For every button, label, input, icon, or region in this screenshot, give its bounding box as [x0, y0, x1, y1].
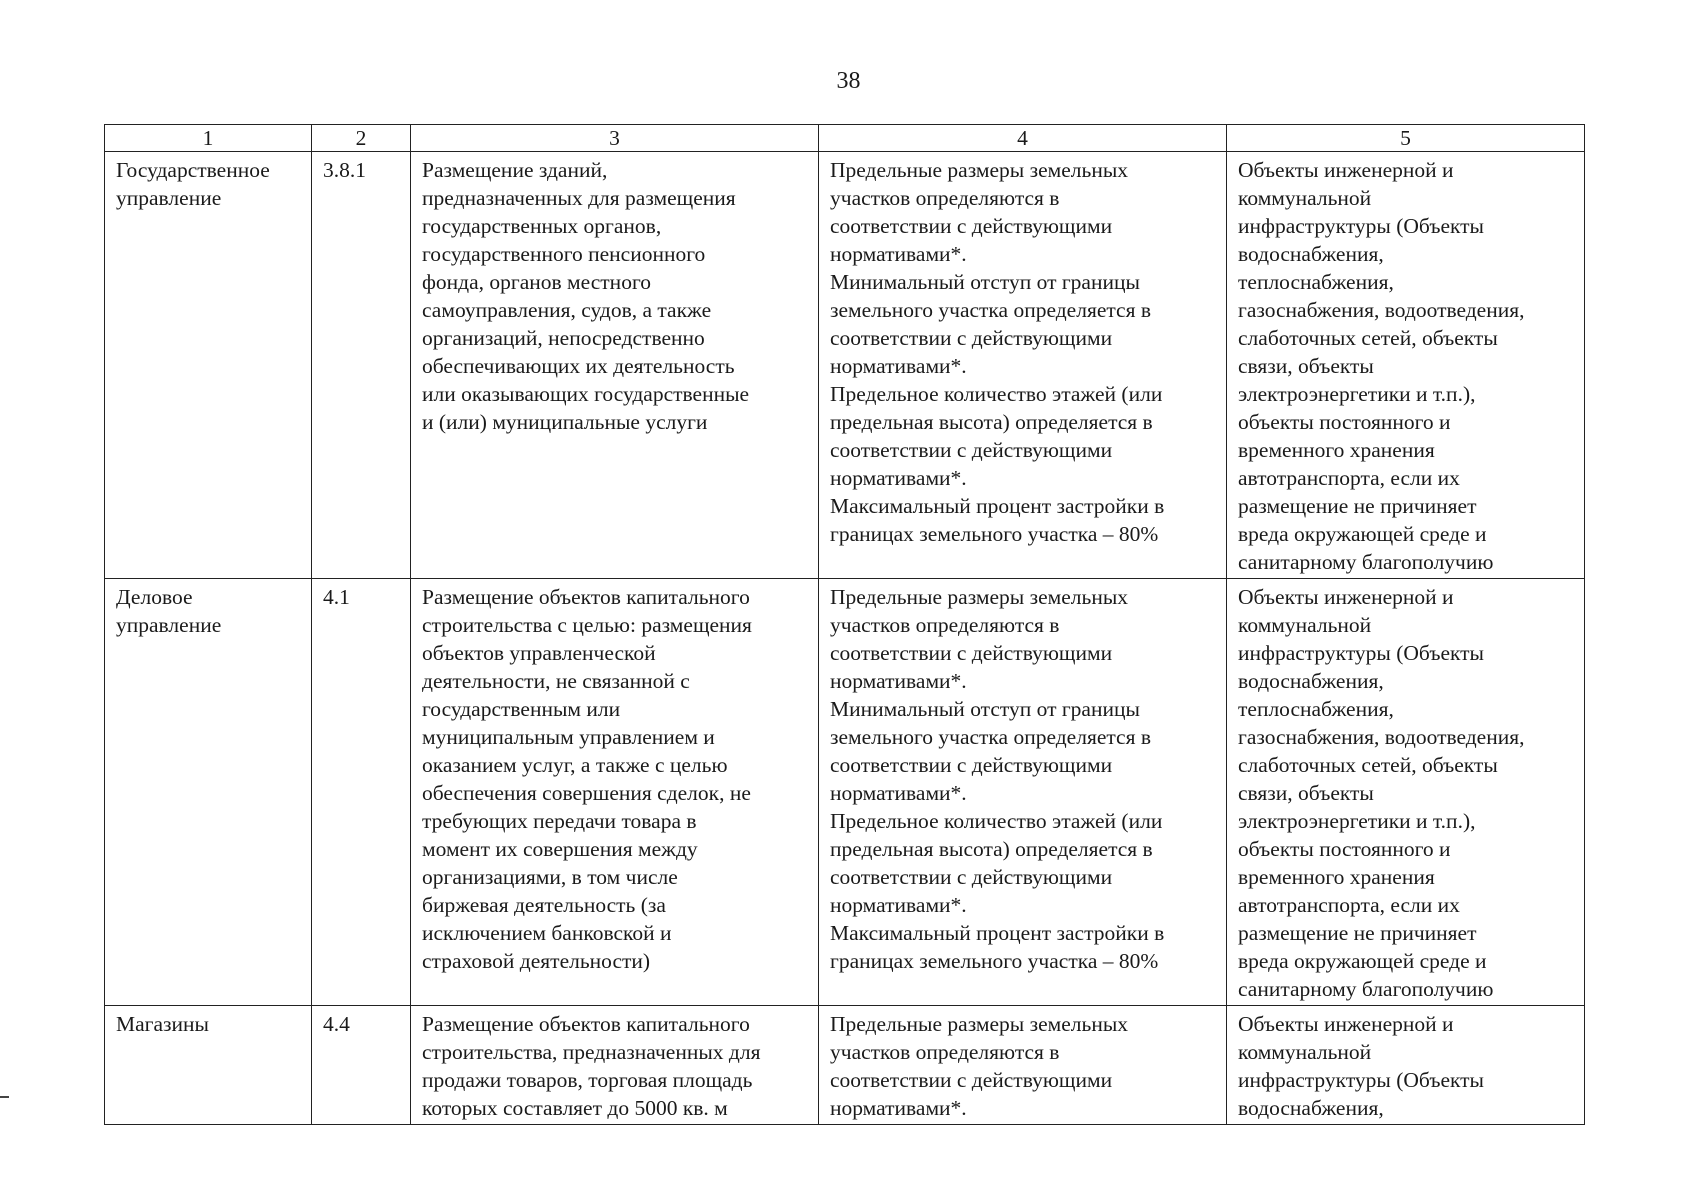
header-cell-1: 1: [105, 125, 312, 152]
land-use-table: [104, 124, 1585, 1125]
use-type-parameters: Предельные размеры земельных участков определяются в соответствии с действующими нормативами*. Минимальный отступ от границы земельного участка определяется в соответствии с действующими нормативами*. Предельное количество этажей (или предельная высота) определяется в соответствии с действующими нормативами*. Максимальный процент застройки в границах земельного участка – 80%: [819, 579, 1227, 1006]
use-type-code: 3.8.1: [312, 152, 411, 579]
use-type-name: Государственное управление: [105, 152, 312, 579]
table-row: [105, 152, 1585, 579]
use-type-code: 4.1: [312, 579, 411, 1006]
use-type-description: Размещение объектов капитального строительства, предназначенных для продажи товаров, торговая площадь которых составляет до 5000 кв. м: [411, 1006, 819, 1125]
use-type-auxiliary: Объекты инженерной и коммунальной инфраструктуры (Объекты водоснабжения, теплоснабжения, газоснабжения, водоотведения, слаботочных сетей, объекты связи, объекты электроэнергетики и т.п.), объекты постоянного и временного хранения автотранспорта, если их размещение не причиняет вреда окружающей среде и санитарному благополучию: [1227, 579, 1585, 1006]
header-cell-4: 4: [819, 125, 1227, 152]
header-cell-2: 2: [312, 125, 411, 152]
table-row: [105, 579, 1585, 1006]
header-cell-5: 5: [1227, 125, 1585, 152]
use-type-auxiliary: Объекты инженерной и коммунальной инфраструктуры (Объекты водоснабжения,: [1227, 1006, 1585, 1125]
use-type-auxiliary: Объекты инженерной и коммунальной инфраструктуры (Объекты водоснабжения, теплоснабжения, газоснабжения, водоотведения, слаботочных сетей, объекты связи, объекты электроэнергетики и т.п.), объекты постоянного и временного хранения автотранспорта, если их размещение не причиняет вреда окружающей среде и санитарному благополучию: [1227, 152, 1585, 579]
use-type-code: 4.4: [312, 1006, 411, 1125]
use-type-parameters: Предельные размеры земельных участков определяются в соответствии с действующими нормативами*. Минимальный отступ от границы земельного участка определяется в соответствии с действующими нормативами*. Предельное количество этажей (или предельная высота) определяется в соответствии с действующими нормативами*. Максимальный процент застройки в границах земельного участка – 80%: [819, 152, 1227, 579]
table-header-row: [105, 125, 1585, 152]
header-cell-3: 3: [411, 125, 819, 152]
use-type-name: Деловое управление: [105, 579, 312, 1006]
margin-mark: [0, 1096, 9, 1098]
use-type-description: Размещение зданий, предназначенных для размещения государственных органов, государственного пенсионного фонда, органов местного самоуправления, судов, а также организаций, непосредственно обеспечивающих их деятельность или оказывающих государственные и (или) муниципальные услуги: [411, 152, 819, 579]
page-number: 38: [836, 68, 861, 94]
use-type-parameters: Предельные размеры земельных участков определяются в соответствии с действующими нормативами*.: [819, 1006, 1227, 1125]
use-type-name: Магазины: [105, 1006, 312, 1125]
table-row: [105, 1006, 1585, 1125]
use-type-description: Размещение объектов капитального строительства с целью: размещения объектов управленческой деятельности, не связанной с государственным или муниципальным управлением и оказанием услуг, а также с целью обеспечения совершения сделок, не требующих передачи товара в момент их совершения между организациями, в том числе биржевая деятельность (за исключением банковской и страховой деятельности): [411, 579, 819, 1006]
